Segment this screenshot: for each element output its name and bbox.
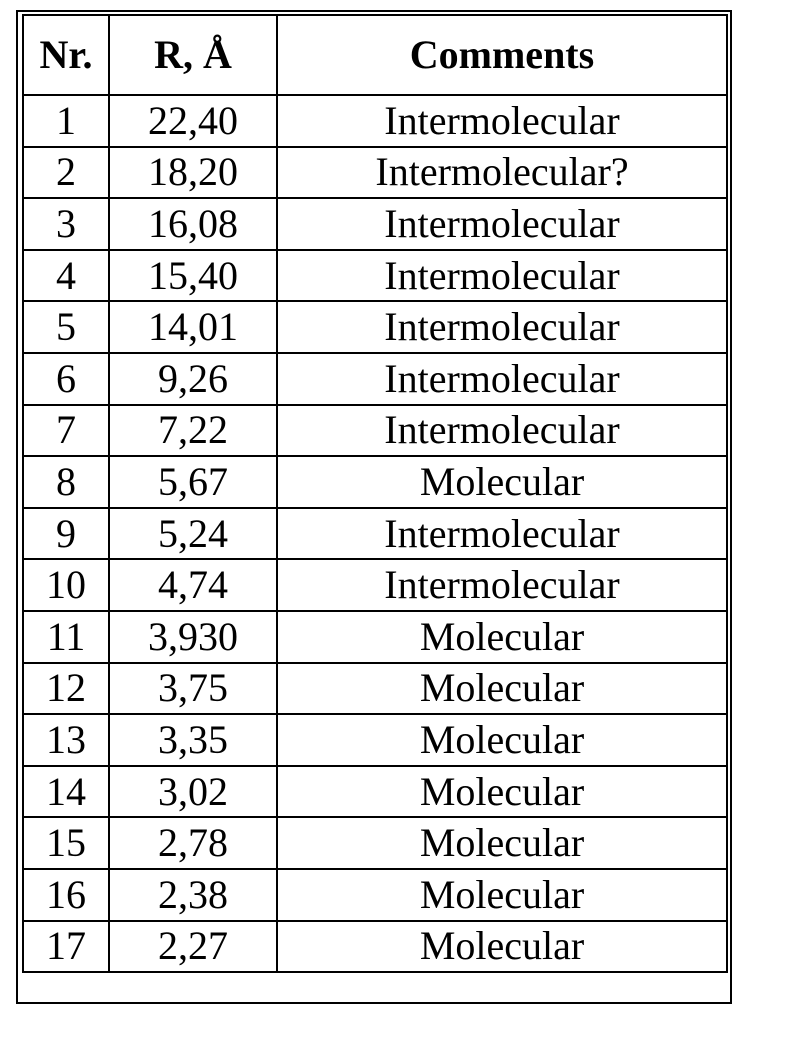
table-row [23,921,727,973]
cell-nr: 2 [23,147,109,199]
cell-r: 3,930 [109,611,277,663]
cell-comment: Intermolecular [277,353,727,405]
table-row [23,766,727,818]
cell-r: 14,01 [109,301,277,353]
cell-comment: Molecular [277,456,727,508]
cell-comment: Intermolecular [277,301,727,353]
cell-r: 5,67 [109,456,277,508]
cell-comment: Molecular [277,869,727,921]
cell-r: 9,26 [109,353,277,405]
cell-comment: Intermolecular [277,508,727,560]
cell-nr: 16 [23,869,109,921]
cell-nr: 7 [23,405,109,457]
table-row [23,353,727,405]
cell-nr: 4 [23,250,109,302]
header-comments: Comments [277,15,727,95]
cell-comment: Molecular [277,766,727,818]
header-row [23,15,727,95]
cell-nr: 10 [23,559,109,611]
cell-r: 2,27 [109,921,277,973]
cell-comment: Molecular [277,611,727,663]
table-row [23,95,727,147]
cell-nr: 17 [23,921,109,973]
table-row [23,250,727,302]
cell-nr: 9 [23,508,109,560]
cell-nr: 5 [23,301,109,353]
table-row [23,869,727,921]
cell-r: 16,08 [109,198,277,250]
cell-r: 3,35 [109,714,277,766]
data-table [22,14,728,973]
table-row [23,198,727,250]
table-row [23,817,727,869]
cell-r: 7,22 [109,405,277,457]
cell-r: 15,40 [109,250,277,302]
cell-r: 4,74 [109,559,277,611]
table-row [23,559,727,611]
cell-comment: Intermolecular [277,559,727,611]
table-row [23,301,727,353]
cell-comment: Intermolecular? [277,147,727,199]
cell-nr: 15 [23,817,109,869]
cell-nr: 6 [23,353,109,405]
cell-r: 3,75 [109,663,277,715]
cell-comment: Molecular [277,714,727,766]
cell-nr: 1 [23,95,109,147]
header-nr: Nr. [23,15,109,95]
table-row [23,405,727,457]
header-r: R, Å [109,15,277,95]
table-row [23,508,727,560]
cell-nr: 8 [23,456,109,508]
cell-r: 5,24 [109,508,277,560]
cell-nr: 13 [23,714,109,766]
cell-nr: 14 [23,766,109,818]
cell-comment: Molecular [277,663,727,715]
table-row [23,663,727,715]
table-row [23,611,727,663]
cell-nr: 12 [23,663,109,715]
cell-comment: Molecular [277,817,727,869]
cell-comment: Intermolecular [277,250,727,302]
cell-r: 3,02 [109,766,277,818]
cell-comment: Intermolecular [277,405,727,457]
cell-comment: Intermolecular [277,198,727,250]
cell-r: 2,78 [109,817,277,869]
cell-nr: 3 [23,198,109,250]
cell-nr: 11 [23,611,109,663]
cell-comment: Intermolecular [277,95,727,147]
cell-r: 18,20 [109,147,277,199]
cell-r: 22,40 [109,95,277,147]
cell-r: 2,38 [109,869,277,921]
table-row [23,714,727,766]
table-row [23,456,727,508]
cell-comment: Molecular [277,921,727,973]
table-row [23,147,727,199]
